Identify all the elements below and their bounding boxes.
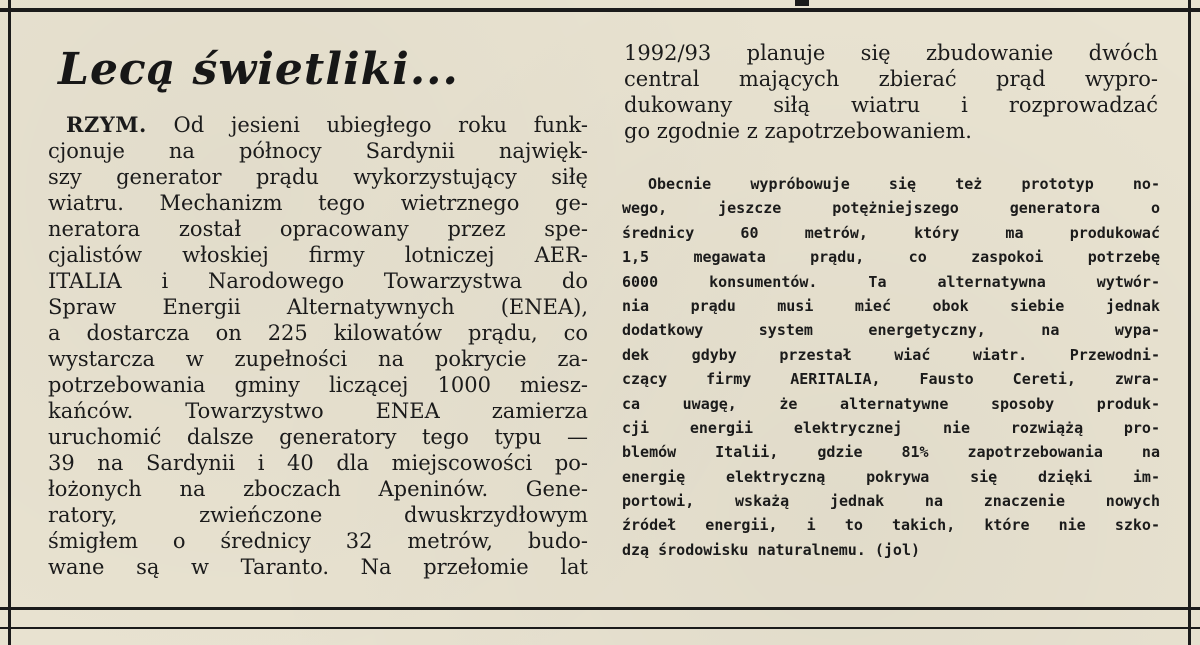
text-line: go zgodnie z zapotrzebowaniem. [624,119,972,143]
text-line: dzą środowisku naturalnemu. (jol) [622,540,921,559]
text-line: cjonuje na północy Sardynii najwięk- [48,139,588,163]
left-border-rule [8,0,11,645]
article-headline: Lecą świetliki... [58,44,459,95]
text-line: źródeł energii, i to takich, które nie szko- [622,516,1160,535]
text-line: 1,5 megawata prądu, co zaspokoi potrzebę [622,248,1160,267]
text-line: ratory, zwieńczone dwuskrzydłowym [48,503,588,527]
text-line: wystarcza w zupełności na pokrycie za- [48,347,588,371]
text-line-part: Od jesieni ubiegłego roku funk- [146,113,588,137]
text-line: portowi, wskażą jednak na znaczenie nowych [622,492,1160,511]
text-line: wego, jeszcze potężniejszego generatora o [622,199,1160,218]
text-line: energię elektryczną pokrywa się dzięki im- [622,467,1160,486]
text-line: potrzebowania gminy liczącej 1000 miesz- [48,373,588,397]
text-line: ca uwagę, że alternatywne sposoby produk- [622,394,1160,413]
text-line: neratora został opracowany przez spe- [48,217,588,241]
text-line: a dostarcza on 225 kilowatów prądu, co [48,321,588,345]
article-right-column-bottom [622,172,1160,562]
text-line: cjalistów włoskiej firmy lotniczej AER- [48,243,588,267]
text-line: Obecnie wypróbowuje się też prototyp no- [648,175,1160,193]
text-line: 39 na Sardynii i 40 dla miejscowości po- [48,451,588,475]
article-left-column [48,112,588,580]
text-line: czący firmy AERITALIA, Fausto Cereti, zwra- [622,370,1160,389]
text-line: wiatru. Mechanizm tego wietrznego ge- [48,191,588,215]
text-line: wane są w Taranto. Na przełomie lat [48,555,588,579]
text-line: łożonych na zboczach Apeninów. Gene- [48,477,588,501]
article-right-column-top [624,40,1158,144]
text-line: śmigłem o średnicy 32 metrów, budo- [48,529,588,553]
text-line: kańców. Towarzystwo ENEA zamierza [48,399,588,423]
bottom-border-rule-secondary [0,627,1200,629]
text-line: średnicy 60 metrów, który ma produkować [622,223,1160,242]
top-edge-mark [795,0,809,6]
text-line [48,112,588,138]
text-line: dek gdyby przestał wiać wiatr. Przewodni- [622,345,1160,364]
text-line: cji energii elektrycznej nie rozwiążą pro- [622,418,1160,437]
bottom-border-rule [0,607,1200,645]
text-line: blemów Italii, gdzie 81% zapotrzebowania na [622,443,1160,462]
text-line: szy generator prądu wykorzystujący siłę [48,165,588,189]
text-line: uruchomić dalsze generatory tego typu — [48,425,588,449]
text-line: dodatkowy system energetyczny, na wypa- [622,321,1160,340]
text-line: ITALIA i Narodowego Towarzystwa do [48,269,588,293]
text-line: 1992/93 planuje się zbudowanie dwóch [624,41,1158,65]
top-border-rule [0,0,1200,12]
article-dateline: RZYM. [66,112,147,137]
text-line: Spraw Energii Alternatywnych (ENEA), [48,295,588,319]
text-line: nia prądu musi mieć obok siebie jednak [622,296,1160,315]
right-border-rule [1188,0,1191,645]
text-line: dukowany siłą wiatru i rozprowadzać [624,93,1158,117]
text-line: 6000 konsumentów. Ta alternatywna wytwór- [622,272,1160,291]
text-line: central mających zbierać prąd wypro- [624,67,1158,91]
